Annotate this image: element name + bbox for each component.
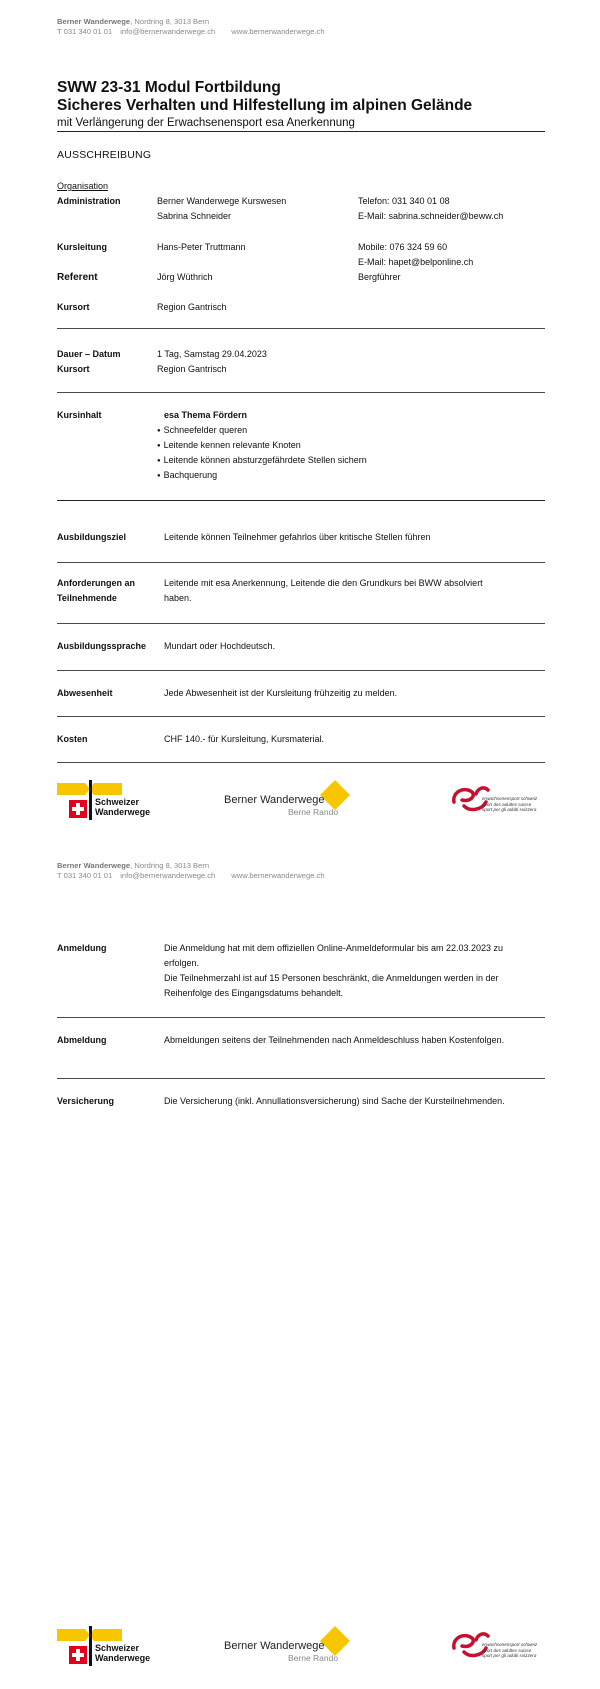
versicherung-label: Versicherung	[57, 1096, 115, 1106]
anmeldung-label: Anmeldung	[57, 943, 107, 953]
title-line2: Sicheres Verhalten und Hilfestellung im alpinen Gelände	[57, 97, 473, 114]
esa-line1: erwachsenensport schweiz	[482, 796, 538, 801]
dauer-value: 1 Tag, Samstag 29.04.2023	[157, 349, 267, 359]
kursleitung-contact1: Mobile: 076 324 59 60	[358, 242, 448, 252]
divider	[57, 392, 545, 393]
kursleitung-name: Hans-Peter Truttmann	[157, 242, 246, 252]
dates-kursort-label: Kursort	[57, 364, 90, 374]
versicherung-value: Die Versicherung (inkl. Annullationsversicherung) sind Sache der Kursteilnehmenden.	[164, 1096, 505, 1106]
divider	[57, 762, 545, 763]
divider	[57, 670, 545, 671]
anforderungen-value: Leitende mit esa Anerkennung, Leitende die den Grundkurs bei BWW absolviert haben.	[164, 578, 483, 603]
kursleitung-label: Kursleitung	[57, 242, 108, 252]
divider	[57, 328, 545, 329]
ausbildungssprache-label: Ausbildungssprache	[57, 641, 147, 651]
letterhead-email: info@bernerwanderwege.ch	[120, 870, 216, 880]
berner-wanderwege-logo	[224, 1626, 364, 1666]
kursinhalt-item: ● Bachquerung	[157, 468, 217, 485]
divider	[57, 716, 545, 717]
kursort-label: Kursort	[57, 302, 90, 312]
anmeldung-value2: Die Teilnehmerzahl ist auf 15 Personen beschränkt, die Anmeldungen werden in der Reihenfolge des Eingangsdatums behandelt.	[164, 973, 499, 998]
ausbildungsziel-value: Leitende können Teilnehmer gefahrlos über kritische Stellen führen	[164, 532, 431, 542]
diamond-icon	[320, 1626, 350, 1656]
letterhead-address: , Nordring 8, 3013 Bern	[130, 861, 210, 870]
ausbildungsziel-label: Ausbildungsziel	[57, 532, 127, 542]
esa-line1: erwachsenensport schweiz	[482, 1642, 538, 1647]
letterhead-org: Berner Wanderwege	[57, 17, 131, 26]
kursleitung-contact2: E-Mail: hapet@belponline.ch	[358, 257, 474, 267]
anforderungen-label: Anforderungen an Teilnehmende	[57, 578, 135, 603]
administration-contact1: Telefon: 031 340 01 08	[358, 196, 450, 206]
bw-line1: Berner Wanderwege	[224, 794, 325, 806]
sw-line2: Wanderwege	[95, 1653, 151, 1663]
kosten-value: CHF 140.- für Kursleitung, Kursmaterial.	[164, 734, 325, 744]
esa-line2: sport des adultes suisse	[482, 1647, 532, 1653]
dates-kursort-value: Region Gantrisch	[157, 364, 227, 374]
letterhead-phone: T 031 340 01 01	[57, 26, 113, 36]
abwesenheit-value: Jede Abwesenheit ist der Kursleitung frühzeitig zu melden.	[164, 688, 398, 698]
ausbildungssprache-value: Mundart oder Hochdeutsch.	[164, 641, 276, 651]
anmeldung-value: Die Anmeldung hat mit dem offiziellen Online-Anmeldeformular bis am 22.03.2023 zu erfolgen.	[164, 943, 504, 968]
organisation-heading: Organisation	[57, 181, 109, 191]
esa-logo	[450, 1628, 546, 1666]
bw-line2: Berne Rando	[288, 807, 339, 817]
divider	[57, 500, 545, 501]
divider	[57, 623, 545, 624]
kursinhalt-label: Kursinhalt	[57, 410, 102, 420]
divider	[57, 562, 545, 563]
administration-name1: Berner Wanderwege Kurswesen	[157, 196, 287, 206]
letterhead	[57, 17, 325, 36]
administration-name2: Sabrina Schneider	[157, 211, 232, 221]
letterhead	[57, 861, 325, 880]
divider	[57, 1078, 545, 1079]
letterhead-phone: T 031 340 01 01	[57, 870, 113, 880]
abmeldung-label: Abmeldung	[57, 1035, 107, 1045]
letterhead-email: info@bernerwanderwege.ch	[120, 26, 216, 36]
esa-line3: sport per gli adulti svizzera	[482, 807, 537, 813]
title-rule	[57, 131, 545, 132]
letterhead-web: www.bernerwanderwege.ch	[231, 870, 325, 880]
esa-logo	[450, 782, 546, 820]
abwesenheit-label: Abwesenheit	[57, 688, 113, 698]
letterhead-org: Berner Wanderwege	[57, 861, 131, 870]
diamond-icon	[320, 780, 350, 810]
section-heading: AUSSCHREIBUNG	[57, 149, 152, 161]
administration-label: Administration	[57, 196, 121, 206]
sw-line2: Wanderwege	[95, 807, 151, 817]
letterhead-address: , Nordring 8, 3013 Bern	[130, 17, 210, 26]
referent-role: Bergführer	[358, 272, 401, 282]
letterhead-web: www.bernerwanderwege.ch	[231, 26, 325, 36]
sw-line1: Schweizer	[95, 1643, 140, 1653]
kursinhalt-item: ● Schneefelder queren	[157, 423, 247, 440]
abmeldung-value: Abmeldungen seitens der Teilnehmenden nach Anmeldeschluss haben Kostenfolgen.	[164, 1035, 505, 1045]
title-line3: mit Verlängerung der Erwachsenensport esa Anerkennung	[57, 117, 355, 129]
esa-line2: sport des adultes suisse	[482, 801, 532, 807]
referent-name: Jörg Wüthrich	[157, 272, 213, 282]
kursinhalt-item: ● Leitende kennen relevante Knoten	[157, 438, 301, 455]
schweizer-wanderwege-logo	[57, 780, 157, 822]
bw-line2: Berne Rando	[288, 1653, 339, 1663]
esa-line3: sport per gli adulti svizzera	[482, 1653, 537, 1659]
kosten-label: Kosten	[57, 734, 88, 744]
sw-line1: Schweizer	[95, 797, 140, 807]
kursinhalt-item: ● Leitende können absturzgefährdete Stellen sichern	[157, 453, 367, 470]
bw-line1: Berner Wanderwege	[224, 1640, 325, 1652]
kursort-value: Region Gantrisch	[157, 302, 227, 312]
title-line1: SWW 23-31 Modul Fortbildung	[57, 79, 281, 96]
referent-label: Referent	[57, 272, 98, 283]
administration-contact2: E-Mail: sabrina.schneider@beww.ch	[358, 211, 504, 221]
berner-wanderwege-logo	[224, 780, 364, 820]
kursinhalt-heading: esa Thema Fördern	[164, 410, 248, 420]
divider	[57, 1017, 545, 1018]
schweizer-wanderwege-logo	[57, 1626, 157, 1668]
dauer-label: Dauer – Datum	[57, 349, 121, 359]
